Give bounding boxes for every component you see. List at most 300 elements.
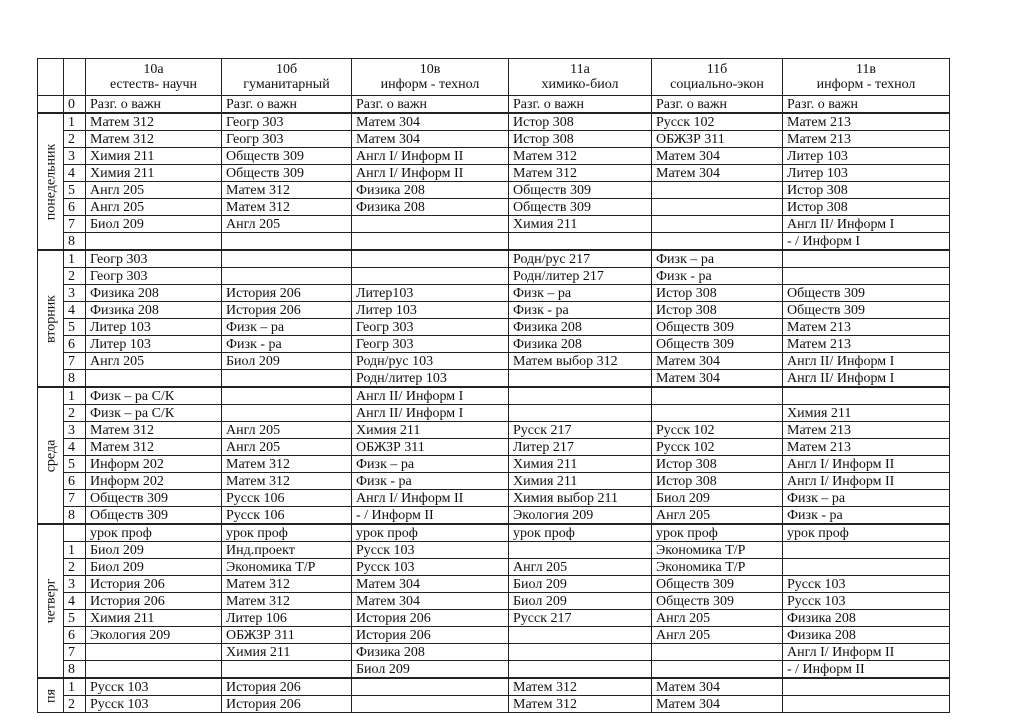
lesson-cell: Обществ 309 [222, 165, 352, 182]
class-profile: информ - технол [380, 77, 480, 92]
lesson-row [38, 661, 950, 679]
lesson-cell [86, 370, 222, 388]
lesson-cell: урок проф [509, 524, 652, 542]
lesson-cell: Англ 205 [652, 627, 783, 644]
lesson-cell: Родн/рус 103 [352, 353, 509, 370]
lesson-cell: Англ II/ Информ I [783, 353, 950, 370]
lesson-number: 1 [64, 678, 86, 696]
lesson-cell [222, 268, 352, 285]
lesson-number: 8 [64, 370, 86, 388]
lesson-cell: Геогр 303 [352, 319, 509, 336]
lesson-number: 7 [64, 353, 86, 370]
lesson-cell: Экология 209 [86, 627, 222, 644]
lesson-cell: - / Информ II [783, 661, 950, 679]
lesson-cell: Биол 209 [86, 216, 222, 233]
lesson-cell [509, 370, 652, 388]
lesson-cell: Матем 213 [783, 336, 950, 353]
lesson-cell: Инд.проект [222, 542, 352, 559]
lesson-cell [222, 387, 352, 405]
lesson-cell: Матем 213 [783, 131, 950, 148]
lesson-cell: Обществ 309 [509, 182, 652, 199]
lesson-cell: Литер 217 [509, 439, 652, 456]
lesson-row [38, 165, 950, 182]
lesson-number: 8 [64, 233, 86, 251]
lesson-cell: Экономика Т/Р [652, 542, 783, 559]
lesson-cell: Англ 205 [222, 422, 352, 439]
lesson-cell: Физк - ра [783, 507, 950, 525]
lesson-cell: Матем 312 [222, 576, 352, 593]
lesson-cell: Физк – ра [222, 319, 352, 336]
lesson-cell: Матем 312 [509, 696, 652, 713]
lesson-cell: Матем 312 [222, 456, 352, 473]
lesson-cell: Матем 312 [509, 165, 652, 182]
lesson-cell: Литер 106 [222, 610, 352, 627]
lesson-cell: Химия 211 [86, 610, 222, 627]
lesson-cell: Геогр 303 [86, 268, 222, 285]
lesson-number: 3 [64, 148, 86, 165]
lesson-cell: Информ 202 [86, 456, 222, 473]
lesson-cell: Англ II/ Информ I [352, 387, 509, 405]
lesson-cell: История 206 [352, 610, 509, 627]
lesson-cell [652, 216, 783, 233]
lesson-cell [352, 250, 509, 268]
lesson-cell: Физк – ра С/К [86, 387, 222, 405]
lesson-cell: Русск 103 [352, 542, 509, 559]
lesson-cell [652, 661, 783, 679]
lesson-cell [509, 661, 652, 679]
lesson-row [38, 678, 950, 696]
lesson-cell: Русск 102 [652, 113, 783, 131]
lesson-cell: Разг. о важн [352, 96, 509, 114]
lesson-cell: Истор 308 [652, 285, 783, 302]
lesson-number: 6 [64, 199, 86, 216]
lesson-cell [222, 370, 352, 388]
lesson-cell: Разг. о важн [222, 96, 352, 114]
lesson-row [38, 131, 950, 148]
lesson-cell: Матем 312 [222, 199, 352, 216]
lesson-cell: Русск 106 [222, 490, 352, 507]
lesson-row [38, 593, 950, 610]
lesson-cell: Матем 312 [86, 131, 222, 148]
lesson-cell: ОБЖЗР 311 [352, 439, 509, 456]
lesson-cell: Матем 312 [86, 113, 222, 131]
lesson-cell: Обществ 309 [222, 148, 352, 165]
lesson-cell [222, 233, 352, 251]
lesson-cell: Истор 308 [783, 182, 950, 199]
lesson-cell: Разг. о важн [509, 96, 652, 114]
lesson-row [38, 285, 950, 302]
lesson-cell: Матем 304 [652, 696, 783, 713]
lesson-cell: ОБЖЗР 311 [222, 627, 352, 644]
lesson-cell [509, 644, 652, 661]
lesson-row [38, 405, 950, 422]
lesson-cell: Русск 103 [86, 696, 222, 713]
lesson-cell [652, 644, 783, 661]
lesson-cell: Англ I/ Информ II [783, 473, 950, 490]
lesson-cell [222, 661, 352, 679]
lesson-cell [86, 661, 222, 679]
lesson-cell [652, 387, 783, 405]
lesson-row [38, 559, 950, 576]
lesson-cell: Биол 209 [86, 542, 222, 559]
lesson-number: 0 [64, 96, 86, 114]
lesson-cell: Геогр 303 [222, 113, 352, 131]
lesson-cell: История 206 [86, 576, 222, 593]
lesson-number: 4 [64, 165, 86, 182]
lesson-cell: Истор 308 [509, 113, 652, 131]
lesson-cell: Обществ 309 [86, 507, 222, 525]
day-label: пя [43, 688, 58, 703]
lesson-cell: Истор 308 [652, 473, 783, 490]
lesson-cell: Физк – ра [652, 250, 783, 268]
lesson-cell: Матем 312 [509, 678, 652, 696]
lesson-cell: Обществ 309 [86, 490, 222, 507]
lesson-cell: Биол 209 [509, 576, 652, 593]
class-name: 10а [143, 62, 164, 77]
lesson-row [38, 336, 950, 353]
lesson-row [38, 696, 950, 713]
lesson-cell: урок проф [652, 524, 783, 542]
class-header-row [38, 59, 950, 96]
day-cell [38, 524, 64, 678]
lesson-number: 1 [64, 387, 86, 405]
header-corner-day [38, 59, 64, 96]
class-name: 10в [419, 62, 441, 77]
lesson-cell: Физк - ра [509, 302, 652, 319]
lesson-cell: Матем 312 [222, 593, 352, 610]
lesson-cell [86, 233, 222, 251]
lesson-cell [652, 405, 783, 422]
lesson-row [38, 302, 950, 319]
lesson-cell: Русск 217 [509, 610, 652, 627]
lesson-row [38, 182, 950, 199]
lesson-number: 4 [64, 302, 86, 319]
lesson-cell: Химия 211 [783, 405, 950, 422]
lesson-cell [352, 216, 509, 233]
class-profile: информ - технол [816, 77, 916, 92]
class-header [509, 59, 652, 96]
lesson-number: 7 [64, 490, 86, 507]
lesson-row [38, 473, 950, 490]
lesson-cell [783, 678, 950, 696]
class-name: 11а [570, 62, 590, 77]
lesson-cell [652, 233, 783, 251]
lesson-cell: Матем 304 [652, 353, 783, 370]
intro-row [38, 96, 950, 114]
lesson-cell: Русск 103 [783, 593, 950, 610]
lesson-cell: Физика 208 [352, 182, 509, 199]
lesson-row [38, 524, 950, 542]
lesson-number: 3 [64, 285, 86, 302]
lesson-cell: Матем 312 [86, 439, 222, 456]
lesson-cell [783, 268, 950, 285]
lesson-cell: Химия 211 [509, 473, 652, 490]
class-profile: гуманитарный [243, 77, 330, 92]
lesson-number: 1 [64, 250, 86, 268]
lesson-number: 2 [64, 559, 86, 576]
class-profile: естеств- научн [109, 77, 198, 92]
lesson-cell: ОБЖЗР 311 [652, 131, 783, 148]
day-label: среда [43, 439, 58, 472]
lesson-cell: урок проф [783, 524, 950, 542]
lesson-cell: Матем выбор 312 [509, 353, 652, 370]
lesson-cell: Литер 103 [783, 165, 950, 182]
lesson-cell: Физк – ра [352, 456, 509, 473]
lesson-cell: Англ 205 [652, 507, 783, 525]
lesson-cell: Физика 208 [783, 610, 950, 627]
lesson-cell: Физк – ра [783, 490, 950, 507]
lesson-row [38, 576, 950, 593]
lesson-cell: Матем 304 [352, 593, 509, 610]
lesson-number: 2 [64, 405, 86, 422]
lesson-cell [509, 542, 652, 559]
lesson-row [38, 439, 950, 456]
intro-day-cell [38, 96, 64, 114]
lesson-cell: Родн/литер 217 [509, 268, 652, 285]
lesson-cell [509, 405, 652, 422]
lesson-cell: Литер 103 [86, 336, 222, 353]
lesson-number: 1 [64, 542, 86, 559]
lesson-cell [352, 268, 509, 285]
lesson-cell: Матем 304 [352, 113, 509, 131]
lesson-row [38, 507, 950, 525]
lesson-cell: Физика 208 [86, 285, 222, 302]
lesson-number: 2 [64, 268, 86, 285]
lesson-number: 2 [64, 131, 86, 148]
lesson-cell: Разг. о важн [652, 96, 783, 114]
lesson-cell: История 206 [222, 678, 352, 696]
lesson-number: 4 [64, 593, 86, 610]
lesson-cell: Обществ 309 [652, 576, 783, 593]
lesson-number: 5 [64, 610, 86, 627]
day-cell [38, 250, 64, 387]
lesson-cell: Литер 103 [352, 302, 509, 319]
class-header [652, 59, 783, 96]
lesson-cell: Химия выбор 211 [509, 490, 652, 507]
lesson-number: 1 [64, 113, 86, 131]
lesson-cell: Физика 208 [352, 644, 509, 661]
lesson-cell: История 206 [352, 627, 509, 644]
lesson-cell: Физк - ра [222, 336, 352, 353]
class-header [222, 59, 352, 96]
lesson-row [38, 610, 950, 627]
lesson-cell: Русск 102 [652, 422, 783, 439]
lesson-cell: Матем 213 [783, 319, 950, 336]
header-corner-num [64, 59, 86, 96]
lesson-cell: Матем 213 [783, 422, 950, 439]
lesson-number: 2 [64, 696, 86, 713]
lesson-cell: Англ 205 [222, 439, 352, 456]
lesson-cell: Русск 103 [86, 678, 222, 696]
lesson-number: 5 [64, 319, 86, 336]
lesson-cell [783, 559, 950, 576]
lesson-cell: Обществ 309 [652, 336, 783, 353]
lesson-cell: Физк - ра [652, 268, 783, 285]
lesson-number: 3 [64, 576, 86, 593]
lesson-cell: Химия 211 [509, 216, 652, 233]
lesson-number: 4 [64, 439, 86, 456]
lesson-cell: Информ 202 [86, 473, 222, 490]
lesson-cell [783, 542, 950, 559]
lesson-cell: Англ I/ Информ II [783, 456, 950, 473]
lesson-number: 5 [64, 456, 86, 473]
lesson-cell: урок проф [222, 524, 352, 542]
lesson-cell: Физика 208 [509, 336, 652, 353]
lesson-cell [783, 387, 950, 405]
lesson-cell: Англ II/ Информ I [783, 370, 950, 388]
lesson-row [38, 456, 950, 473]
lesson-cell: Физика 208 [783, 627, 950, 644]
lesson-row [38, 113, 950, 131]
lesson-cell: Химия 211 [509, 456, 652, 473]
lesson-cell [509, 387, 652, 405]
lesson-cell: Русск 103 [783, 576, 950, 593]
lesson-cell [352, 696, 509, 713]
lesson-cell: Матем 312 [222, 182, 352, 199]
lesson-cell: Геогр 303 [222, 131, 352, 148]
lesson-row [38, 644, 950, 661]
lesson-cell: История 206 [222, 302, 352, 319]
lesson-row [38, 250, 950, 268]
class-name: 11б [706, 62, 728, 77]
lesson-row [38, 422, 950, 439]
lesson-row [38, 627, 950, 644]
lesson-cell: Матем 304 [652, 148, 783, 165]
lesson-row [38, 353, 950, 370]
lesson-row [38, 387, 950, 405]
lesson-row [38, 490, 950, 507]
lesson-number: 8 [64, 661, 86, 679]
lesson-cell: Матем 304 [652, 370, 783, 388]
lesson-cell [652, 182, 783, 199]
lesson-cell: Англ I/ Информ II [352, 490, 509, 507]
lesson-cell: Англ I/ Информ II [352, 148, 509, 165]
class-header [86, 59, 222, 96]
lesson-cell: Русск 103 [352, 559, 509, 576]
class-name: 11в [855, 62, 877, 77]
class-header [352, 59, 509, 96]
day-cell [38, 113, 64, 250]
lesson-cell: Матем 312 [222, 473, 352, 490]
lesson-cell: Разг. о важн [783, 96, 950, 114]
lesson-cell: Истор 308 [652, 302, 783, 319]
lesson-number [64, 524, 86, 542]
lesson-cell: Матем 304 [652, 165, 783, 182]
lesson-cell: Геогр 303 [86, 250, 222, 268]
lesson-cell: Физика 208 [86, 302, 222, 319]
lesson-number: 3 [64, 422, 86, 439]
schedule-table [37, 58, 950, 713]
lesson-cell: Матем 312 [509, 148, 652, 165]
lesson-cell: Матем 213 [783, 439, 950, 456]
lesson-cell [86, 644, 222, 661]
class-name: 10б [275, 62, 298, 77]
lesson-number: 6 [64, 627, 86, 644]
lesson-cell: Химия 211 [222, 644, 352, 661]
lesson-row [38, 148, 950, 165]
lesson-number: 7 [64, 644, 86, 661]
lesson-cell: Матем 312 [86, 422, 222, 439]
lesson-number: 7 [64, 216, 86, 233]
lesson-cell: Химия 211 [86, 148, 222, 165]
lesson-cell: Биол 209 [509, 593, 652, 610]
lesson-row [38, 542, 950, 559]
day-label: вторник [43, 294, 58, 343]
lesson-cell: Обществ 309 [652, 319, 783, 336]
lesson-cell: Обществ 309 [783, 302, 950, 319]
lesson-cell [783, 250, 950, 268]
class-profile: социально-экон [670, 77, 764, 92]
lesson-cell: Обществ 309 [652, 593, 783, 610]
lesson-cell: Матем 213 [783, 113, 950, 131]
lesson-number: 5 [64, 182, 86, 199]
lesson-cell: Экономика Т/Р [222, 559, 352, 576]
lesson-cell [222, 250, 352, 268]
lesson-cell: - / Информ I [783, 233, 950, 251]
lesson-cell: Разг. о важн [86, 96, 222, 114]
lesson-number: 6 [64, 473, 86, 490]
lesson-cell [783, 696, 950, 713]
lesson-cell: Русск 102 [652, 439, 783, 456]
lesson-number: 6 [64, 336, 86, 353]
lesson-cell: Экономика Т/Р [652, 559, 783, 576]
day-cell [38, 678, 64, 713]
lesson-row [38, 319, 950, 336]
lesson-cell: Химия 211 [352, 422, 509, 439]
day-label: четверг [43, 578, 58, 624]
lesson-cell: Англ 205 [86, 199, 222, 216]
lesson-cell: Родн/рус 217 [509, 250, 652, 268]
lesson-cell: Англ 205 [222, 216, 352, 233]
lesson-cell [652, 199, 783, 216]
lesson-number: 8 [64, 507, 86, 525]
lesson-row [38, 216, 950, 233]
lesson-cell: История 206 [222, 696, 352, 713]
class-profile: химико-биол [541, 77, 619, 92]
lesson-cell: Геогр 303 [352, 336, 509, 353]
lesson-cell: Англ II/ Информ I [352, 405, 509, 422]
day-label: понедельник [43, 143, 58, 220]
lesson-cell: Матем 304 [652, 678, 783, 696]
lesson-cell: Истор 308 [783, 199, 950, 216]
lesson-cell: Англ II/ Информ I [783, 216, 950, 233]
lesson-cell: Родн/литер 103 [352, 370, 509, 388]
lesson-cell: Физика 208 [509, 319, 652, 336]
lesson-row [38, 370, 950, 388]
lesson-cell: Обществ 309 [509, 199, 652, 216]
lesson-cell: Русск 106 [222, 507, 352, 525]
lesson-cell: Литер103 [352, 285, 509, 302]
lesson-cell [352, 678, 509, 696]
lesson-cell: Англ 205 [86, 182, 222, 199]
lesson-cell [509, 627, 652, 644]
lesson-cell [222, 405, 352, 422]
lesson-cell: Биол 209 [222, 353, 352, 370]
lesson-cell: Физика 208 [352, 199, 509, 216]
lesson-cell: урок проф [86, 524, 222, 542]
lesson-cell: Литер 103 [783, 148, 950, 165]
lesson-row [38, 233, 950, 251]
lesson-cell: Англ I/ Информ II [352, 165, 509, 182]
lesson-cell: - / Информ II [352, 507, 509, 525]
lesson-cell: Биол 209 [352, 661, 509, 679]
lesson-cell: Физк – ра С/К [86, 405, 222, 422]
lesson-cell: Физк – ра [509, 285, 652, 302]
lesson-cell: История 206 [86, 593, 222, 610]
lesson-row [38, 268, 950, 285]
lesson-cell: Русск 217 [509, 422, 652, 439]
lesson-cell: Англ 205 [86, 353, 222, 370]
